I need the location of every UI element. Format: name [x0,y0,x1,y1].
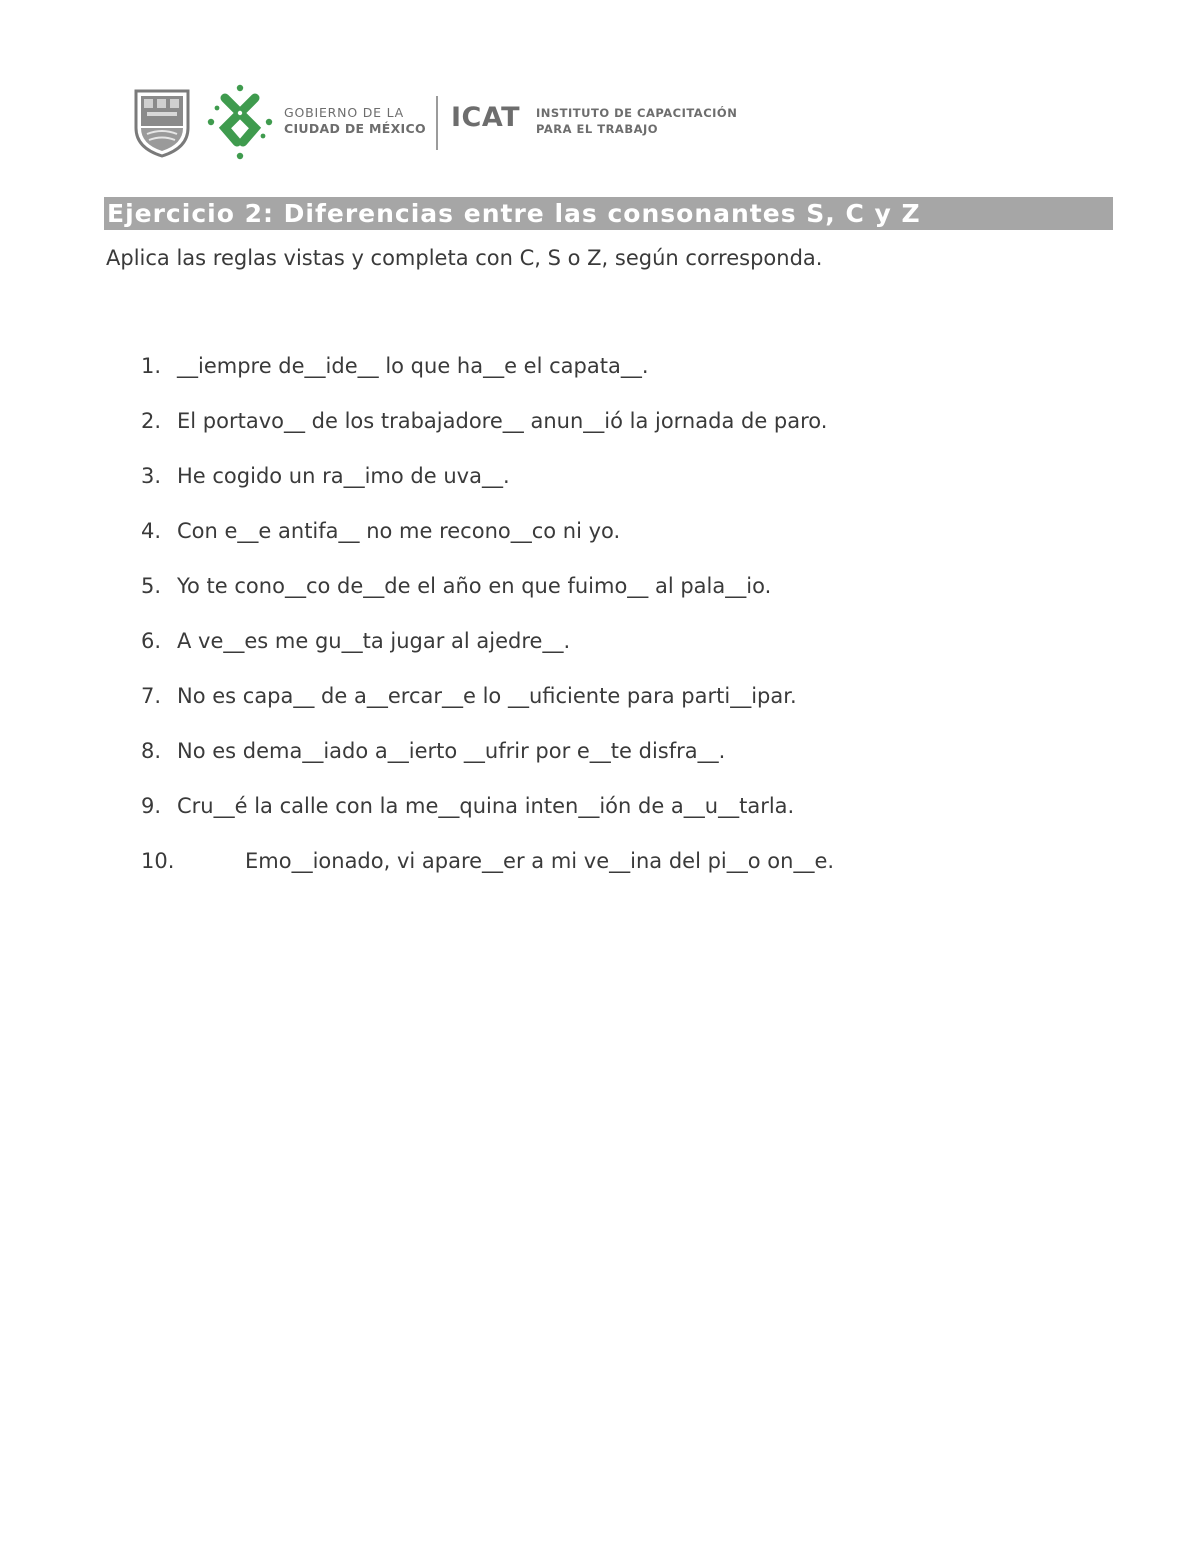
item-number: 1. [141,354,162,378]
header-logos [133,84,753,160]
list-item [141,572,1101,627]
item-sentence: No es dema__iado a__ierto __ufrir por e__te disfra__. [177,739,726,763]
item-sentence: A ve__es me gu__ta jugar al ajedre__. [177,629,571,653]
list-item [141,847,1101,902]
icat-line-2: PARA EL TRABAJO [536,122,659,136]
cdmx-logo-icon [207,84,273,160]
item-number: 6. [141,629,162,653]
item-number: 5. [141,574,162,598]
city-coat-of-arms-icon [133,88,191,158]
item-sentence: Con e__e antifa__ no me recono__co ni yo. [177,519,621,543]
government-line-2: CIUDAD DE MÉXICO [284,121,426,136]
item-number: 3. [141,464,162,488]
item-sentence: El portavo__ de los trabajadore__ anun__ió la jornada de paro. [177,409,828,433]
exercise-list [141,352,1101,902]
item-number: 8. [141,739,162,763]
item-sentence: Yo te cono__co de__de el año en que fuimo__ al pala__io. [177,574,772,598]
item-sentence: __iempre de__ide__ lo que ha__e el capata__. [177,354,649,378]
item-sentence: Cru__é la calle con la me__quina inten__ión de a__u__tarla. [177,794,795,818]
item-sentence: He cogido un ra__imo de uva__. [177,464,510,488]
item-number: 2. [141,409,162,433]
list-item [141,352,1101,407]
list-item [141,792,1101,847]
item-number: 9. [141,794,162,818]
exercise-title: Ejercicio 2: Diferencias entre las consonantes S, C y Z [107,199,921,228]
item-number: 4. [141,519,162,543]
logo-divider [436,96,438,150]
list-item [141,407,1101,462]
list-item [141,682,1101,737]
item-sentence: No es capa__ de a__ercar__e lo __uficiente para parti__ipar. [177,684,797,708]
list-item [141,517,1101,572]
list-item [141,737,1101,792]
icat-full-name [536,105,737,137]
icat-acronym: ICAT [451,102,521,133]
item-number: 7. [141,684,162,708]
government-name [284,105,426,137]
item-number: 10. [141,849,175,873]
exercise-instructions: Aplica las reglas vistas y completa con C, S o Z, según corresponda. [106,246,823,270]
icat-line-1: INSTITUTO DE CAPACITACIÓN [536,106,738,120]
item-sentence: Emo__ionado, vi apare__er a mi ve__ina del pi__o on__e. [245,849,835,873]
exercise-title-bar [104,197,1113,230]
list-item [141,627,1101,682]
list-item [141,462,1101,517]
government-line-1: GOBIERNO DE LA [284,105,405,120]
